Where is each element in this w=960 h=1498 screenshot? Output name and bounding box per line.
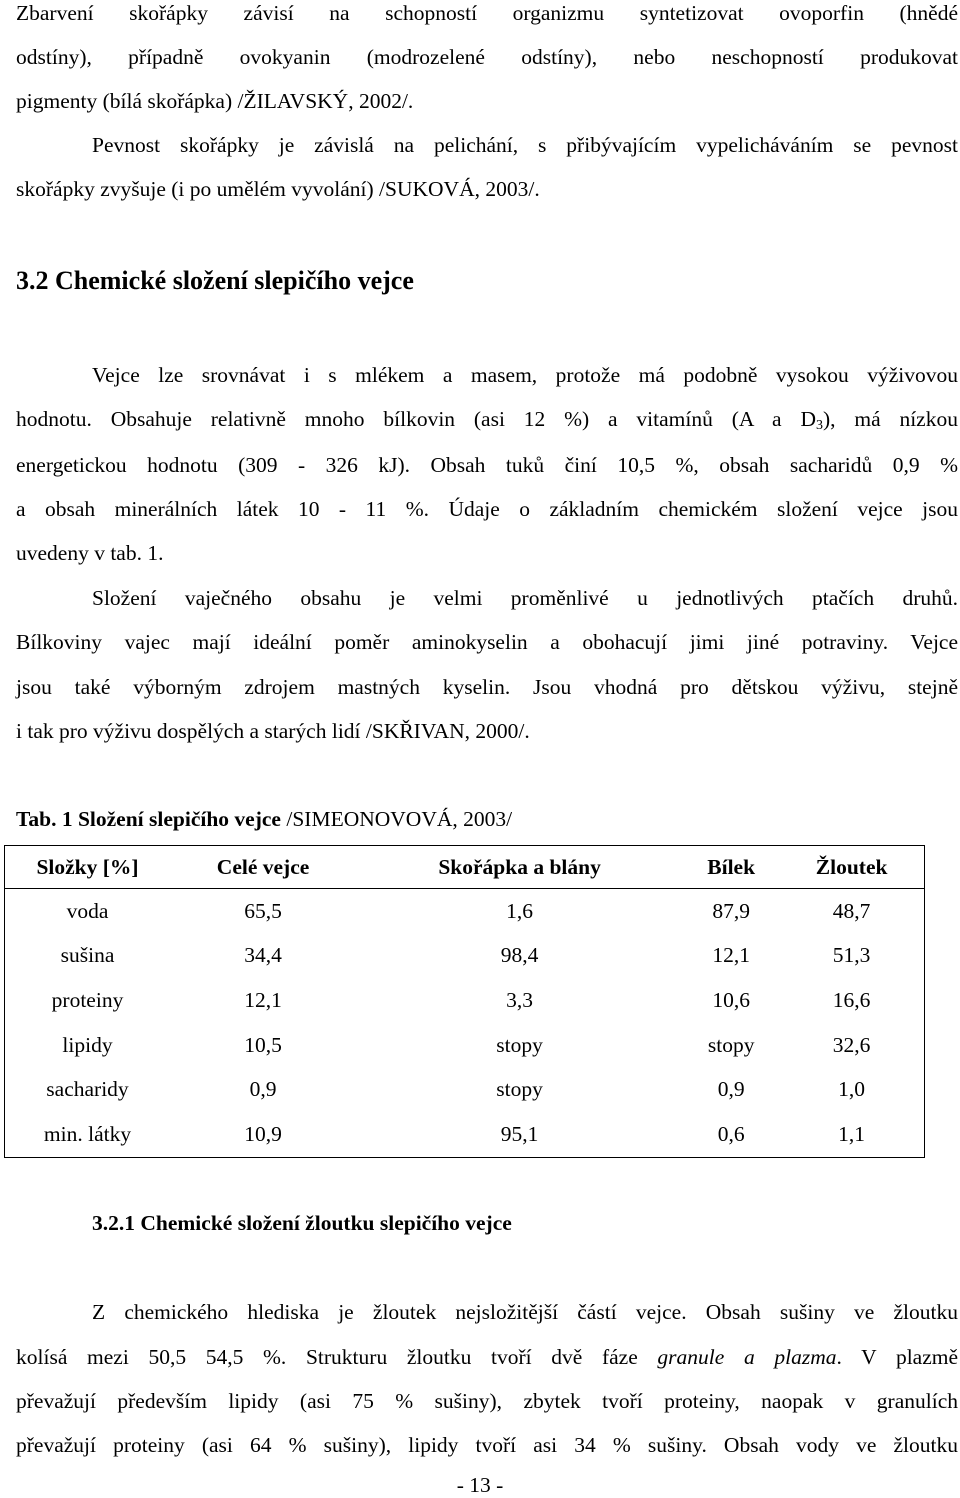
yolk-line-3: převažují především lipidy (asi 75 % sušiny), zbytek tvoří proteiny, naopak v granulích [16, 1389, 958, 1413]
table-cell: 1,6 [506, 898, 534, 923]
intro-line-4: Pevnost skořápky je závislá na pelichání, s přibývajícím vypelicháváním se pevnost [92, 133, 958, 157]
section-line-4: a obsah minerálních látek 10 - 11 %. Údaje o základním chemickém složení vejce jsou [16, 497, 958, 521]
header-cell: Bílek [683, 846, 779, 889]
header-cell: Skořápka a blány [356, 846, 683, 889]
table-row [5, 1067, 925, 1112]
section-line-9: i tak pro výživu dospělých a starých lidí /SKŘIVAN, 2000/. [16, 719, 530, 743]
section-line-2-tail: ), má nízkou [822, 407, 958, 431]
yolk-line-2-tail: . V plazmě [836, 1345, 959, 1369]
section-line-1: Vejce lze srovnávat i s mlékem a masem, protože má podobně vysokou výživovou [92, 363, 958, 387]
section-line-3: energetickou hodnotu (309 - 326 kJ). Obsah tuků činí 10,5 %, obsah sacharidů 0,9 % [16, 453, 958, 477]
yolk-line-1: Z chemického hlediska je žloutek nejsložitější částí vejce. Obsah sušiny ve žloutku [92, 1300, 958, 1324]
yolk-line-2 [16, 1344, 958, 1370]
section-line-2 [16, 406, 958, 439]
yolk-phases-italic: granule a plazma [657, 1345, 837, 1369]
table-cell: 48,7 [832, 898, 871, 923]
composition-table [4, 845, 925, 1158]
table-caption-label: Tab. 1 Složení slepičího vejce [16, 807, 281, 831]
table-header-row [5, 846, 925, 889]
table-cell: 10,6 [712, 987, 750, 1012]
intro-line-5: skořápky zvyšuje (i po umělém vyvolání) /SUKOVÁ, 2003/. [16, 177, 540, 201]
table-cell: 65,5 [244, 898, 282, 923]
table-row [5, 1112, 925, 1157]
table-cell: stopy [707, 1032, 755, 1057]
table-cell: min. látky [43, 1121, 132, 1146]
header-cell: Celé vejce [170, 846, 356, 889]
section-line-5: uvedeny v tab. 1. [16, 541, 164, 565]
table-row [5, 1023, 925, 1068]
yolk-line-4: převažují proteiny (asi 64 % sušiny), lipidy tvoří asi 34 % sušiny. Obsah vody ve žloutku [16, 1433, 958, 1457]
table-cell: 10,5 [244, 1032, 282, 1057]
table-cell: sacharidy [46, 1077, 129, 1102]
table-cell: 98,4 [500, 943, 539, 968]
table-caption [16, 806, 958, 832]
table-cell: 16,6 [832, 987, 871, 1012]
table-cell: 95,1 [500, 1121, 539, 1146]
table-row [5, 934, 925, 979]
table-cell: 0,9 [717, 1077, 745, 1102]
table-cell: 1,0 [838, 1077, 866, 1102]
section-line-7: Bílkoviny vajec mají ideální poměr aminokyselin a obohacují jimi jiné potraviny. Vejce [16, 630, 958, 654]
table-row [5, 889, 925, 934]
intro-line-3: pigmenty (bílá skořápka) /ŽILAVSKÝ, 2002/. [16, 89, 414, 113]
table-cell: stopy [496, 1077, 543, 1102]
section-line-6: Složení vaječného obsahu je velmi proměnlivé u jednotlivých ptačích druhů. [92, 586, 958, 610]
intro-line-1: Zbarvení skořápky závisí na schopností organizmu syntetizovat ovoporfin (hnědé [16, 1, 958, 25]
page-number: - 13 - [456, 1473, 504, 1497]
table-cell: lipidy [62, 1032, 113, 1057]
vitamin-subscript: 3 [815, 418, 823, 433]
section-heading: 3.2 Chemické složení slepičího vejce [16, 266, 414, 295]
header-cell: Složky [%] [5, 846, 171, 889]
subsection-heading: 3.2.1 Chemické složení žloutku slepičího vejce [92, 1211, 512, 1235]
table-cell: 12,1 [244, 987, 282, 1012]
table-cell: stopy [496, 1032, 543, 1057]
yolk-line-2-text: kolísá mezi 50,5 54,5 %. Strukturu žloutku tvoří dvě fáze [16, 1345, 638, 1369]
table-cell: 0,9 [249, 1077, 277, 1102]
table-cell: 10,9 [244, 1121, 282, 1146]
header-cell: Žloutek [779, 846, 924, 889]
section-line-8: jsou také výborným zdrojem mastných kyselin. Jsou vhodná pro dětskou výživu, stejně [16, 675, 958, 699]
table-cell: 12,1 [712, 943, 750, 968]
intro-line-2: odstíny), případně ovokyanin (modrozelené odstíny), nebo neschopností produkovat [16, 45, 958, 69]
table-cell: sušina [60, 943, 115, 968]
table-row [5, 978, 925, 1023]
table-cell: 32,6 [832, 1032, 871, 1057]
table-caption-source: /SIMEONOVOVÁ, 2003/ [280, 807, 513, 831]
table-cell: 1,1 [838, 1121, 866, 1146]
section-line-2-text: hodnotu. Obsahuje relativně mnoho bílkovin (asi 12 %) a vitamínů (A a D [16, 407, 816, 431]
table-cell: 0,6 [717, 1121, 745, 1146]
table-cell: 51,3 [832, 943, 871, 968]
table-cell: proteiny [51, 987, 124, 1012]
table-cell: voda [66, 898, 109, 923]
table-cell: 3,3 [506, 987, 534, 1012]
table-cell: 87,9 [712, 898, 750, 923]
table-cell: 34,4 [244, 943, 282, 968]
